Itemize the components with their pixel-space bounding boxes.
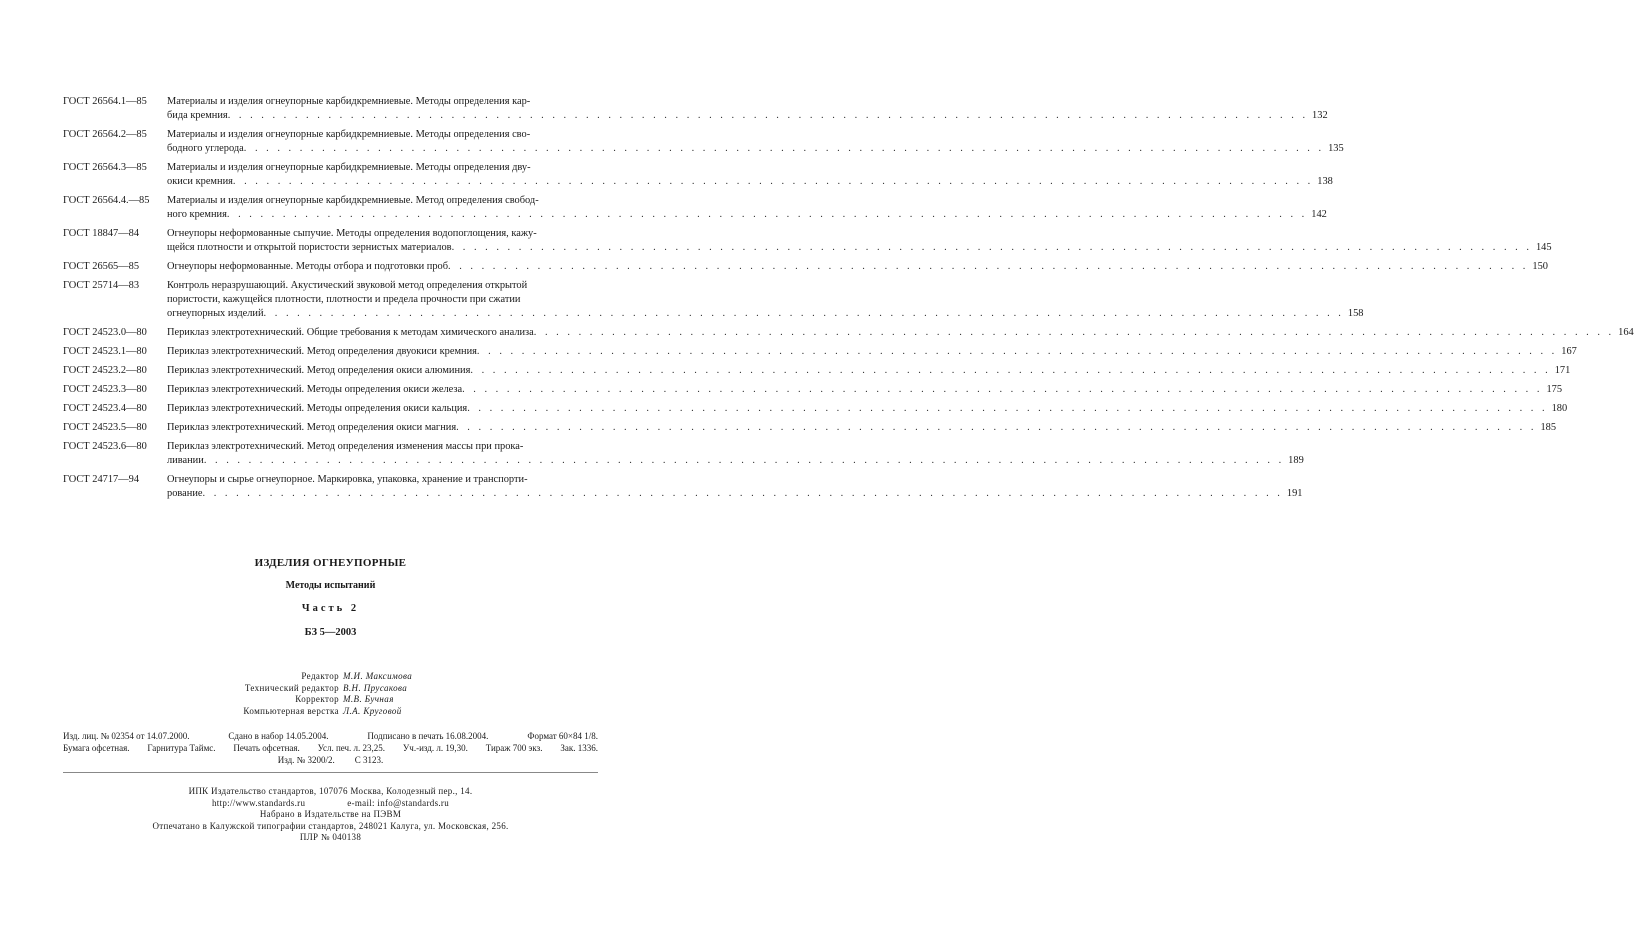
- toc-title-last-line: [167, 208, 1327, 222]
- imprint-field: Подписано в печать 16.08.2004.: [367, 731, 489, 741]
- toc-standard-code: ГОСТ 24523.1—80: [63, 346, 147, 357]
- toc-leader-dots: [534, 326, 1614, 340]
- publisher-email[interactable]: e-mail: info@standards.ru: [347, 797, 450, 808]
- toc-entry[interactable]: [63, 227, 1552, 255]
- imprint-field: Уч.-изд. л. 19,30.: [402, 743, 468, 753]
- publisher-website[interactable]: http://www.standards.ru: [211, 797, 306, 808]
- toc-page-number: 167: [1561, 346, 1577, 357]
- toc-standard-code: ГОСТ 26564.2—85: [63, 129, 147, 140]
- imprint-field: С 3123.: [354, 755, 384, 765]
- toc-title-text: щейся плотности и открытой пористости зернистых материалов: [167, 242, 452, 253]
- toc-title-text: Периклаз электротехнический. Методы определения окиси железа: [167, 384, 463, 395]
- imprint-field: Печать офсетная.: [233, 743, 300, 753]
- toc-page-number: 171: [1554, 365, 1571, 376]
- toc-title: [167, 473, 1302, 501]
- toc-entry[interactable]: [63, 383, 1563, 397]
- toc-page-number: 145: [1535, 242, 1552, 253]
- imprint-field: Зак. 1336.: [560, 743, 598, 753]
- toc-title-last-line: [167, 241, 1552, 255]
- staff-name: М.И. Максимова: [343, 671, 413, 681]
- toc-title-line: Материалы и изделия огнеупорные карбидкремниевые. Метод определения свобод-: [167, 195, 539, 206]
- bz-label: БЗ 5—2003: [304, 627, 357, 638]
- toc-entry[interactable]: [63, 364, 1571, 378]
- toc-title: [167, 128, 1344, 156]
- page-subtitle: Методы испытаний: [285, 580, 376, 591]
- toc-leader-dots: [470, 364, 1550, 378]
- toc-title-line: Огнеупоры неформованные сыпучие. Методы определения водопоглощения, кажу-: [167, 228, 537, 239]
- toc-title-text: рование: [167, 488, 203, 499]
- staff-row: [0, 683, 661, 695]
- staff-name: Л.А. Круговой: [343, 705, 402, 716]
- toc-standard-code: ГОСТ 18847—84: [63, 228, 140, 239]
- toc-standard-code: ГОСТ 24717—94: [63, 474, 140, 485]
- typeset-note: Набрано в Издательстве на ПЭВМ: [259, 809, 402, 819]
- imprint-line-2: [63, 742, 598, 754]
- toc-leader-dots: [452, 241, 1532, 255]
- imprint-field: Бумага офсетная.: [63, 743, 130, 753]
- toc-standard-code: ГОСТ 24523.0—80: [63, 327, 147, 338]
- toc-title-line: Материалы и изделия огнеупорные карбидкремниевые. Методы определения кар-: [167, 96, 531, 107]
- toc-title: [167, 326, 1634, 340]
- toc-entry[interactable]: [63, 440, 1304, 468]
- toc-title-line: Огнеупоры и сырье огнеупорное. Маркировка, упаковка, хранение и транспорти-: [167, 474, 528, 485]
- toc-title-text: Периклаз электротехнический. Метод определения окиси магния: [167, 422, 457, 433]
- toc-standard-code: ГОСТ 24523.3—80: [63, 384, 147, 395]
- publisher-contacts: [0, 798, 661, 810]
- toc-title-last-line: [167, 307, 1364, 321]
- toc-leader-dots: [228, 109, 1308, 123]
- toc-entry[interactable]: [63, 345, 1577, 359]
- toc-leader-dots: [204, 454, 1284, 468]
- table-of-contents: [63, 95, 1634, 506]
- toc-title: [167, 194, 1327, 222]
- toc-title: [167, 383, 1562, 397]
- toc-title-line: пористости, кажущейся плотности, плотности и предела прочности при сжатии: [167, 294, 521, 305]
- toc-standard-code: ГОСТ 26565—85: [63, 261, 140, 272]
- staff-row: [0, 671, 661, 683]
- toc-title-text: Периклаз электротехнический. Общие требования к методам химического анализа: [167, 327, 534, 338]
- toc-title: [167, 227, 1552, 255]
- imprint-block: [63, 730, 598, 766]
- imprint-line-1: [63, 730, 598, 742]
- toc-leader-dots: [227, 208, 1307, 222]
- toc-standard-code: ГОСТ 26564.1—85: [63, 96, 147, 107]
- imprint-line-3: [63, 754, 598, 766]
- toc-title-text: бодного углерода: [167, 143, 244, 154]
- toc-standard-code: ГОСТ 24523.2—80: [63, 365, 147, 376]
- toc-title-last-line: [167, 109, 1328, 123]
- staff-role: Компьютерная верстка: [243, 705, 339, 716]
- staff-row: [0, 694, 661, 706]
- page-title: ИЗДЕЛИЯ ОГНЕУПОРНЫЕ: [254, 557, 407, 569]
- toc-leader-dots: [448, 260, 1528, 274]
- imprint-field: Изд. лиц. № 02354 от 14.07.2000.: [63, 731, 190, 741]
- toc-leader-dots: [462, 383, 1542, 397]
- toc-title: [167, 421, 1556, 435]
- staff-role: Редактор: [301, 671, 339, 681]
- toc-page-number: 180: [1551, 403, 1568, 414]
- toc-leader-dots: [456, 421, 1536, 435]
- toc-standard-code: ГОСТ 24523.6—80: [63, 441, 147, 452]
- toc-standard-code: ГОСТ 24523.4—80: [63, 403, 147, 414]
- toc-title-text: огнеупорных изделий: [167, 308, 264, 319]
- toc-title-last-line: [167, 345, 1577, 359]
- toc-title: [167, 161, 1333, 189]
- part-label: Часть 2: [301, 603, 360, 614]
- toc-title: [167, 402, 1567, 416]
- toc-entry[interactable]: [63, 128, 1344, 156]
- imprint-field: Тираж 700 экз.: [485, 743, 543, 753]
- plr-number: ПЛР № 040138: [299, 832, 362, 842]
- toc-title-line: Материалы и изделия огнеупорные карбидкремниевые. Методы определения сво-: [167, 129, 531, 140]
- staff-credits: [0, 671, 661, 717]
- toc-title-text: Периклаз электротехнический. Методы определения окиси кальция: [167, 403, 468, 414]
- toc-title-last-line: [167, 421, 1556, 435]
- toc-title-text: ного кремния: [167, 209, 227, 220]
- toc-title-last-line: [167, 383, 1562, 397]
- toc-page-number: 135: [1328, 143, 1344, 154]
- toc-title: [167, 440, 1304, 468]
- toc-title: [167, 345, 1577, 359]
- toc-page-number: 189: [1288, 455, 1304, 466]
- toc-title: [167, 279, 1364, 321]
- toc-title-text: Огнеупоры неформованные. Методы отбора и подготовки проб: [167, 261, 449, 272]
- toc-title: [167, 95, 1328, 123]
- toc-entry[interactable]: [63, 473, 1303, 501]
- printer-address: Отпечатано в Калужской типографии стандартов, 248021 Калуга, ул. Московская, 256.: [152, 820, 509, 831]
- toc-standard-code: ГОСТ 24523.5—80: [63, 422, 147, 433]
- toc-title-last-line: [167, 402, 1567, 416]
- toc-page-number: 185: [1540, 422, 1557, 433]
- imprint-field: Сдано в набор 14.05.2004.: [228, 731, 329, 741]
- toc-standard-code: ГОСТ 25714—83: [63, 280, 140, 291]
- toc-page-number: 175: [1546, 384, 1563, 395]
- imprint-field: Гарнитура Таймс.: [147, 743, 216, 753]
- toc-title-line: Материалы и изделия огнеупорные карбидкремниевые. Методы определения дву-: [167, 162, 531, 173]
- staff-role: Корректор: [295, 694, 339, 704]
- toc-leader-dots: [264, 307, 1344, 321]
- staff-name: М.В. Бучная: [343, 694, 394, 704]
- divider: [63, 772, 598, 773]
- staff-name: В.Н. Прусакова: [343, 682, 408, 693]
- toc-title-line: Периклаз электротехнический. Метод определения изменения массы при прока-: [167, 441, 524, 452]
- toc-entry[interactable]: [63, 161, 1333, 189]
- toc-entry[interactable]: [63, 279, 1364, 321]
- toc-page-number: 158: [1347, 308, 1364, 319]
- toc-entry[interactable]: [63, 194, 1327, 222]
- toc-entry[interactable]: [63, 260, 1548, 274]
- toc-title-line: Контроль неразрушающий. Акустический звуковой метод определения открытой: [167, 280, 528, 291]
- imprint-field: Формат 60×84 1/8.: [527, 731, 598, 741]
- toc-page-number: 142: [1311, 209, 1327, 220]
- publisher-address: ИПК Издательство стандартов, 107076 Москва, Колодезный пер., 14.: [188, 786, 473, 796]
- toc-entry[interactable]: [63, 326, 1634, 340]
- toc-page-number: 164: [1618, 327, 1634, 338]
- toc-title-last-line: [167, 260, 1548, 274]
- toc-leader-dots: [233, 175, 1313, 189]
- toc-page-number: 132: [1312, 110, 1328, 121]
- toc-title-last-line: [167, 326, 1634, 340]
- toc-title-text: Периклаз электротехнический. Метод определения двуокиси кремния: [167, 346, 477, 357]
- toc-page-number: 191: [1286, 488, 1303, 499]
- toc-standard-code: ГОСТ 26564.4.—85: [63, 195, 150, 206]
- imprint-field: Изд. № 3200/2.: [277, 755, 335, 765]
- toc-title-last-line: [167, 487, 1302, 501]
- toc-page-number: 138: [1317, 176, 1333, 187]
- staff-role: Технический редактор: [244, 682, 339, 693]
- toc-title-text: ливании: [167, 455, 204, 466]
- toc-title: [167, 364, 1570, 378]
- toc-title-last-line: [167, 364, 1570, 378]
- toc-leader-dots: [467, 402, 1547, 416]
- toc-entry[interactable]: [63, 421, 1557, 435]
- toc-title-text: окиси кремния: [167, 176, 233, 187]
- toc-title-text: Периклаз электротехнический. Метод определения окиси алюминия: [167, 365, 471, 376]
- toc-standard-code: ГОСТ 26564.3—85: [63, 162, 147, 173]
- toc-entry[interactable]: [63, 402, 1568, 416]
- toc-title-text: бида кремния: [167, 110, 228, 121]
- toc-leader-dots: [203, 487, 1283, 501]
- toc-title-last-line: [167, 142, 1344, 156]
- toc-title-last-line: [167, 175, 1333, 189]
- staff-row: [0, 706, 661, 718]
- publisher-block: [0, 786, 661, 844]
- toc-leader-dots: [477, 345, 1557, 359]
- toc-page-number: 150: [1532, 261, 1548, 272]
- toc-leader-dots: [244, 142, 1324, 156]
- toc-title: [167, 260, 1548, 274]
- imprint-field: Усл. печ. л. 23,25.: [317, 743, 386, 753]
- toc-entry[interactable]: [63, 95, 1328, 123]
- toc-title-last-line: [167, 454, 1304, 468]
